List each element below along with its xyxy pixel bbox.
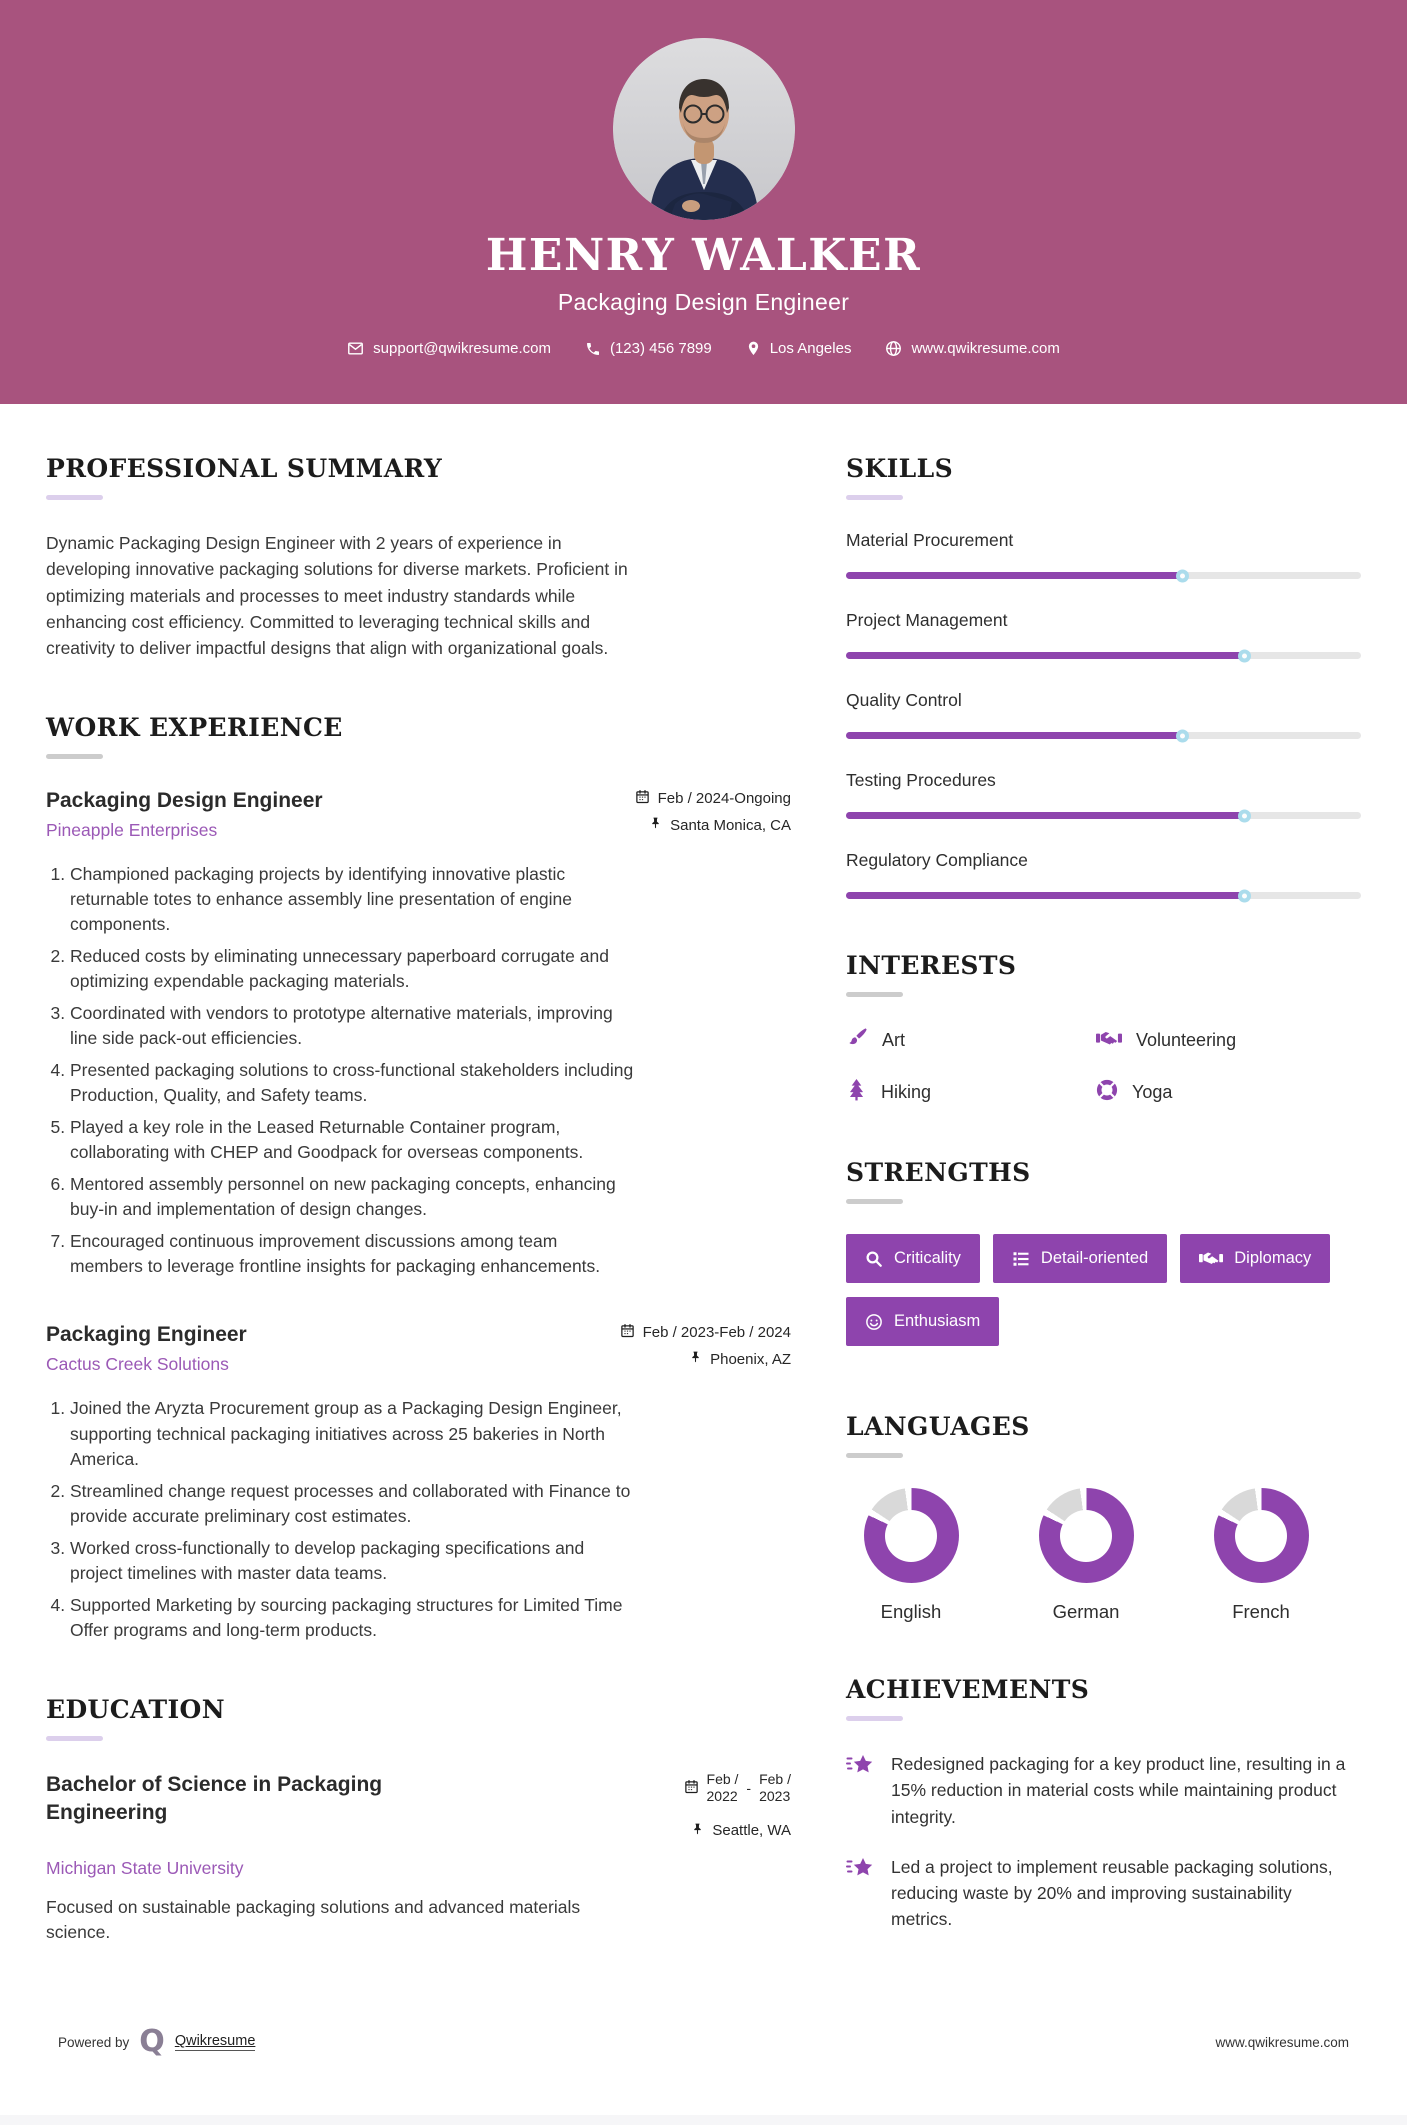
heading-rule xyxy=(846,992,903,997)
globe-icon xyxy=(885,340,902,357)
section-summary xyxy=(46,454,791,661)
bullet-item: 6. Mentored assembly personnel on new packaging concepts, enhancing buy-in and implementation of design changes. xyxy=(70,1172,635,1222)
skill-slider xyxy=(846,892,1361,899)
interests-grid xyxy=(846,1027,1361,1106)
skill-slider xyxy=(846,812,1361,819)
job-date-text: Feb / 2024-Ongoing xyxy=(657,790,791,808)
slider-handle[interactable] xyxy=(1238,809,1251,822)
contact-phone-text: (123) 456 7899 xyxy=(609,340,712,357)
bullet-item: 4. Supported Marketing by sourcing packaging structures for Limited Time Offer programs and long-term products. xyxy=(70,1593,635,1643)
section-interests xyxy=(846,951,1361,1106)
handshake-icon xyxy=(1096,1029,1122,1053)
education-head xyxy=(46,1771,791,1848)
avatar xyxy=(613,38,795,220)
bullet-item: 7. Encouraged continuous improvement discussions among team members to leverage frontline insights for packaging enhancements. xyxy=(70,1229,635,1279)
strength-label: Detail-oriented xyxy=(1040,1249,1149,1267)
handshake-icon xyxy=(1199,1250,1223,1267)
footer-website: www.qwikresume.com xyxy=(1215,2034,1349,2050)
right-column xyxy=(846,454,1361,1997)
job-date-text: Feb / 2023-Feb / 2024 xyxy=(642,1324,791,1342)
heading-rule xyxy=(46,754,103,759)
job-title: Packaging Design Engineer xyxy=(46,789,323,813)
skill-fill xyxy=(846,892,1248,899)
job-date xyxy=(635,789,791,808)
skill-slider xyxy=(846,572,1361,579)
job-company-link: Cactus Creek Solutions xyxy=(46,1354,229,1375)
job-bullet-list xyxy=(46,862,791,1279)
job-company-link: Pineapple Enterprises xyxy=(46,820,218,841)
slider-handle[interactable] xyxy=(1176,569,1189,582)
pushpin-icon xyxy=(689,1350,702,1368)
job-date xyxy=(620,1323,791,1342)
skill-row xyxy=(846,770,1361,819)
bottom-strip xyxy=(0,2115,1407,2125)
shooting-star-icon xyxy=(846,1854,876,1933)
education-date-end: Feb / 2023 xyxy=(759,1770,791,1805)
job-location-text: Phoenix, AZ xyxy=(710,1350,791,1368)
pine-tree-icon xyxy=(846,1078,867,1106)
heading-rule xyxy=(46,495,103,500)
bullet-item: 5. Played a key role in the Leased Returnable Container program, collaborating with CHEP and Goodpack for overseas components. xyxy=(70,1115,635,1165)
language-donut-chart xyxy=(1039,1488,1134,1583)
skill-row xyxy=(846,610,1361,659)
strength-label: Criticality xyxy=(894,1249,961,1267)
lifebuoy-icon xyxy=(1096,1079,1118,1106)
map-pin-icon xyxy=(746,340,761,357)
section-work xyxy=(46,713,791,1642)
interest-label: Yoga xyxy=(1132,1081,1173,1102)
strength-chips xyxy=(846,1234,1361,1360)
main-content xyxy=(0,404,1407,1997)
smiley-icon xyxy=(865,1313,883,1331)
search-icon xyxy=(865,1250,883,1268)
language-name: German xyxy=(1052,1601,1120,1622)
job-location xyxy=(620,1350,791,1368)
left-column xyxy=(46,454,791,1997)
interests-heading: INTERESTS xyxy=(846,951,1017,980)
job-meta xyxy=(620,1323,791,1376)
skill-row xyxy=(846,690,1361,739)
achievements-heading: ACHIEVEMENTS xyxy=(846,1675,1090,1704)
footer-branding xyxy=(58,2024,256,2060)
heading-rule xyxy=(846,495,903,500)
strength-chip xyxy=(1180,1234,1330,1283)
bullet-item: 2. Streamlined change request processes and collaborated with Finance to provide accurate preliminary cost estimates. xyxy=(70,1479,635,1529)
calendar-icon xyxy=(684,1779,699,1797)
pushpin-icon xyxy=(649,816,662,834)
bullet-item: 4. Presented packaging solutions to cross-functional stakeholders including Production, Quality, and Safety teams. xyxy=(70,1058,635,1108)
section-skills xyxy=(846,454,1361,899)
skill-slider xyxy=(846,652,1361,659)
strength-chip xyxy=(846,1234,980,1283)
education-entry xyxy=(46,1771,791,1946)
education-date-separator: - xyxy=(746,1780,752,1797)
heading-rule xyxy=(846,1199,903,1204)
interest-item xyxy=(1096,1027,1346,1054)
job-bullet-list xyxy=(46,1396,791,1642)
language-item xyxy=(846,1488,976,1623)
skill-fill xyxy=(846,812,1248,819)
contact-location-text: Los Angeles xyxy=(769,340,852,357)
slider-handle[interactable] xyxy=(1238,889,1251,902)
skill-row xyxy=(846,850,1361,899)
contact-website-text: www.qwikresume.com xyxy=(911,340,1060,357)
list-icon xyxy=(1012,1250,1030,1268)
skills-heading: SKILLS xyxy=(846,454,954,483)
strength-chip xyxy=(993,1234,1167,1283)
language-item xyxy=(1196,1488,1326,1623)
skill-label: Regulatory Compliance xyxy=(846,850,1028,870)
bullet-item: 1. Championed packaging projects by identifying innovative plastic returnable totes to enhance assembly line presentation of engine components. xyxy=(70,862,635,937)
contact-email-text: support@qwikresume.com xyxy=(373,340,551,357)
bullet-item: 3. Coordinated with vendors to prototype alternative materials, improving line side pack-out efficiencies. xyxy=(70,1001,635,1051)
education-location xyxy=(684,1822,791,1840)
section-strengths xyxy=(846,1158,1361,1360)
job-title: Packaging Engineer xyxy=(46,1323,247,1347)
slider-handle[interactable] xyxy=(1176,729,1189,742)
calendar-icon xyxy=(635,789,650,808)
job-entry xyxy=(46,1323,791,1642)
interest-item xyxy=(846,1078,1096,1106)
person-name: HENRY WALKER xyxy=(485,230,922,281)
skill-fill xyxy=(846,572,1186,579)
skill-label: Project Management xyxy=(846,610,1008,630)
skill-fill xyxy=(846,652,1248,659)
section-languages xyxy=(846,1412,1361,1623)
contact-location xyxy=(746,340,852,357)
shooting-star-icon xyxy=(846,1751,876,1830)
job-location-text: Santa Monica, CA xyxy=(670,816,791,834)
job-location xyxy=(635,816,791,834)
heading-rule xyxy=(846,1453,903,1458)
interest-item xyxy=(1096,1078,1346,1106)
education-date xyxy=(684,1771,791,1806)
contact-phone xyxy=(585,340,712,357)
contact-row xyxy=(0,340,1407,357)
contact-email xyxy=(347,340,551,357)
language-name: French xyxy=(1232,1601,1290,1622)
slider-handle[interactable] xyxy=(1238,649,1251,662)
footer xyxy=(0,1997,1407,2115)
interest-label: Volunteering xyxy=(1136,1030,1237,1050)
school-link: Michigan State University xyxy=(46,1857,244,1878)
strength-chip xyxy=(846,1297,999,1346)
degree-title: Bachelor of Science in Packaging Engineering xyxy=(46,1772,383,1824)
contact-website xyxy=(885,340,1059,357)
summary-text: Dynamic Packaging Design Engineer with 2 years of experience in developing innovative packaging solutions for diverse markets. Proficient in optimizing materials and processes to meet industry standards while enhancing cost efficiency. Committed to leveraging technical skills and creativity to deliver impactful designs that align with organizational goals. xyxy=(46,533,628,658)
qwikresume-logo: Q xyxy=(139,2024,165,2060)
calendar-icon xyxy=(620,1323,635,1342)
section-achievements xyxy=(846,1675,1361,1933)
language-name: English xyxy=(880,1601,942,1622)
job-meta xyxy=(635,789,791,842)
languages-row xyxy=(846,1488,1326,1623)
interest-item xyxy=(846,1027,1096,1054)
phone-icon xyxy=(585,341,601,357)
skill-label: Testing Procedures xyxy=(846,770,996,790)
language-donut-chart xyxy=(1214,1488,1309,1583)
qwikresume-link[interactable]: Qwikresume xyxy=(174,2033,256,2050)
job-entry xyxy=(46,789,791,1279)
education-heading: EDUCATION xyxy=(46,1694,225,1724)
section-education xyxy=(46,1695,791,1946)
job-head xyxy=(46,1323,791,1376)
powered-by-text: Powered by xyxy=(58,2034,130,2050)
achievement-text: Redesigned packaging for a key product line, resulting in a 15% reduction in material costs while maintaining product integrity. xyxy=(891,1754,1346,1827)
paintbrush-icon xyxy=(846,1027,868,1054)
education-date-start: Feb / 2022 xyxy=(706,1770,739,1805)
achievement-text: Led a project to implement reusable packaging solutions, reducing waste by 20% and improving sustainability metrics. xyxy=(891,1856,1333,1930)
language-donut-chart xyxy=(864,1488,959,1583)
job-head xyxy=(46,789,791,842)
heading-rule xyxy=(46,1736,103,1741)
strength-label: Diplomacy xyxy=(1234,1249,1312,1267)
skill-row xyxy=(846,530,1361,579)
work-heading: WORK EXPERIENCE xyxy=(46,713,343,743)
skill-label: Material Procurement xyxy=(846,530,1014,550)
strengths-heading: STRENGTHS xyxy=(846,1158,1031,1187)
bullet-item: 1. Joined the Aryzta Procurement group as a Packaging Design Engineer, supporting technical packaging initiatives across 25 bakeries in North America. xyxy=(70,1396,635,1471)
header xyxy=(0,0,1407,404)
interest-label: Art xyxy=(882,1030,906,1050)
skill-label: Quality Control xyxy=(846,690,962,710)
education-description: Focused on sustainable packaging solutions and advanced materials science. xyxy=(46,1896,581,1942)
bullet-item: 2. Reduced costs by eliminating unnecessary paperboard corrugate and optimizing expendable packaging materials. xyxy=(70,944,635,994)
interest-label: Hiking xyxy=(881,1081,932,1102)
education-meta xyxy=(684,1771,791,1848)
pushpin-icon xyxy=(691,1822,704,1840)
education-location-text: Seattle, WA xyxy=(712,1822,791,1840)
language-item xyxy=(1021,1488,1151,1623)
envelope-icon xyxy=(347,340,364,357)
languages-heading: LANGUAGES xyxy=(846,1412,1030,1441)
heading-rule xyxy=(846,1716,903,1721)
bullet-item: 3. Worked cross-functionally to develop packaging specifications and project timelines with master data teams. xyxy=(70,1536,635,1586)
profile-photo xyxy=(613,38,795,220)
person-title: Packaging Design Engineer xyxy=(557,289,850,315)
summary-heading: PROFESSIONAL SUMMARY xyxy=(46,454,443,483)
skill-fill xyxy=(846,732,1186,739)
achievement-item xyxy=(846,1854,1361,1933)
strength-label: Enthusiasm xyxy=(894,1312,981,1330)
achievement-item xyxy=(846,1751,1361,1830)
skill-slider xyxy=(846,732,1361,739)
